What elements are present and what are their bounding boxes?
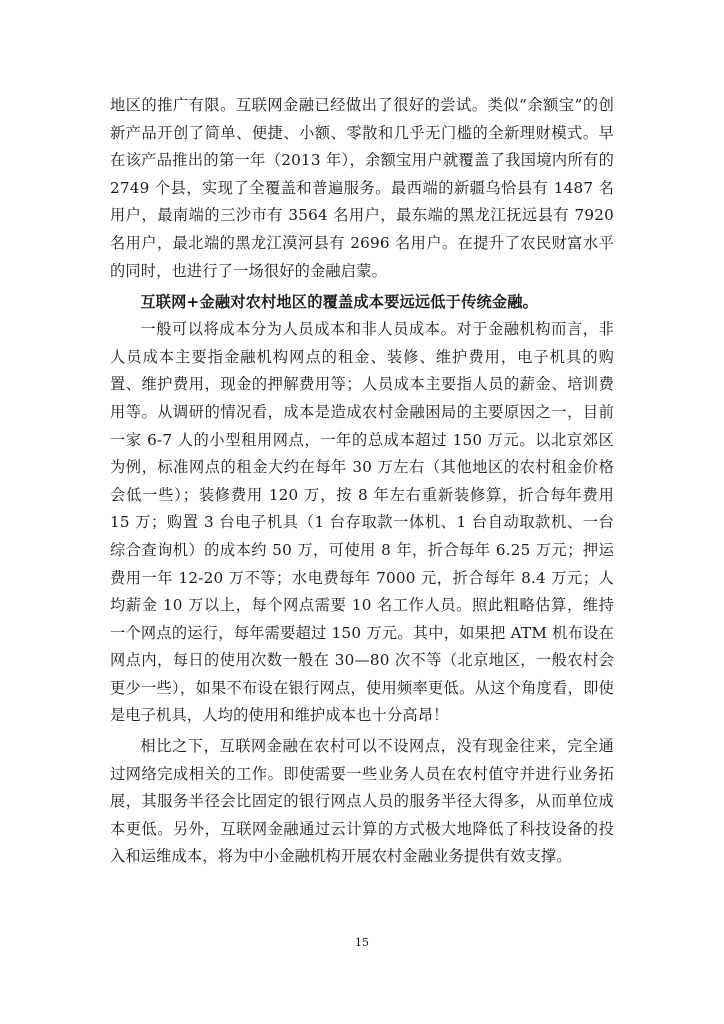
document-body (110, 92, 614, 871)
paragraph-internet-finance-advantage: 相比之下，互联网金融在农村可以不设网点，没有现金往来，完全通过网络完成相关的工作。即使需要一些业务人员在农村值守并进行业务拓展，其服务半径会比固定的银行网点人员的服务半径大得多，从而单位成本更低。另外，互联网金融通过云计算的方式极大地降低了科技设备的投入和运维成本，将为中小金融机构开展农村金融业务提供有效支撑。 (110, 737, 614, 866)
section-heading: 互联网+金融对农村地区的覆盖成本要远远低于传统金融。 (140, 293, 539, 312)
paragraph-rural-promotion: 地区的推广有限。互联网金融已经做出了很好的尝试。类似“余额宝”的创新产品开创了简单、便捷、小额、零散和几乎无门槛的全新理财模式。早在该产品推出的第一年（2013 年），余额宝用户就覆盖了我国境内所有的 2749 个县，实现了全覆盖和普遍服务。最西端的新疆乌恰县有 1487 名用户，最南端的三沙市有 3564 名用户，最东端的黑龙江抚远县有 7920 名用户，最北端的黑龙江漠河县有 2696 名用户。在提升了农民财富水平的同时，也进行了一场很好的金融启蒙。 (110, 96, 614, 280)
page-number: 15 (355, 936, 369, 949)
paragraph-cost-analysis: 一般可以将成本分为人员成本和非人员成本。对于金融机构而言，非人员成本主要指金融机构网点的租金、装修、维护费用，电子机具的购置、维护费用，现金的押解费用等；人员成本主要指人员的薪金、培训费用等。从调研的情况看，成本是造成农村金融困局的主要原因之一，目前一家 6-7 人的小型租用网点，一年的总成本超过 150 万元。以北京郊区为例，标准网点的租金大约在每年 30 万左右（其他地区的农村租金价格会低一些）；装修费用 120 万，按 8 年左右重新装修算，折合每年费用 15 万；购置 3 台电子机具（1 台存取款一体机、1 台自动取款机、一台综合查询机）的成本约 50 万，可使用 8 年，折合每年 6.25 万元；押运费用一年 12-20 万不等；水电费每年 7000 元，折合每年 8.4 万元；人均薪金 10 万以上，每个网点需要 10 名工作人员。照此粗略估算，维持一个网点的运行，每年需要超过 150 万元。其中，如果把 ATM 机布设在网点内，每日的使用次数一般在 30—80 次不等（北京地区，一般农村会更少一些），如果不布设在银行网点，使用频率更低。从这个角度看，即使是电子机具，人均的使用和维护成本也十分高昂！ (110, 320, 614, 725)
